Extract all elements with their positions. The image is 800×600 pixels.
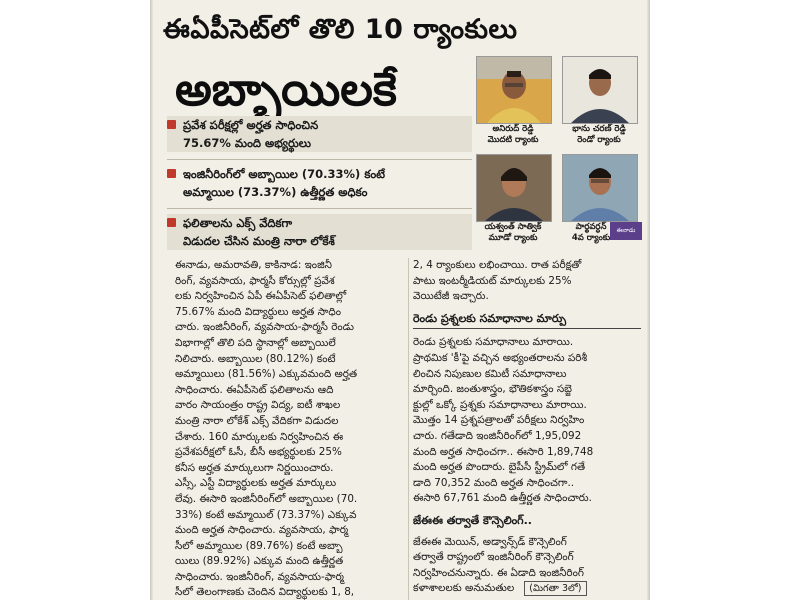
bullet-text: ప్రవేశ పరీక్షల్లో అర్హత సాధించిన <box>183 118 319 132</box>
continued-tag: (మిగతా 3లో) <box>524 581 586 596</box>
ranker-rank: రెండో ర్యాంకు <box>577 135 621 145</box>
article-line: చేశారు. 160 మార్కులకు నిర్వహించిన ఈ <box>175 430 344 443</box>
article-line: మంది అర్హత సాధించారు. వ్యవసాయ, ఫార్మ <box>175 524 349 537</box>
article-line: 33%) కంటే అమ్మాయిల్ (73.37%) ఎక్కువ <box>175 508 357 521</box>
article-line: డాది 70,352 మంది అర్హత సాధించగా.. <box>413 476 575 489</box>
bullet-engineering <box>167 165 472 201</box>
article-line: 2, 4 ర్యాంకులు లభించాయి. రాత పరీక్షతో <box>413 259 582 271</box>
article-line: ఎస్సీ, ఎస్టీ విద్యార్థులకు అర్హత మార్కులు <box>175 477 337 490</box>
divider <box>167 208 472 209</box>
article-line: క్టుల్లో ఒక్కో ప్రశ్నకు సమాధానాలు మారాయి. <box>413 398 587 411</box>
subheading: జేఈఈ తర్వాతే కౌన్సెలింగ్.. <box>413 513 532 527</box>
article-line: పాటు ఇంటర్మీడియట్ మార్కులకు 25% <box>413 274 572 287</box>
divider <box>167 159 472 160</box>
bullet-text: అమ్మాయిల (73.37%) ఉత్తీర్ణత అధికం <box>183 185 368 199</box>
article-line: మొత్తం 14 ప్రశ్నపత్రాలతో పరీక్షలు నిర్వహిం <box>413 414 585 427</box>
article-line: జేఈఈ మెయిన్, అడ్వాన్స్‌డ్ కౌన్సెలింగ్ <box>413 535 567 548</box>
ranker-photo <box>562 154 638 222</box>
newspaper-logo-icon: ఈనాడు <box>610 222 642 240</box>
article-line: లకు నిర్వహించిన ఏపీ ఈఏపీసెట్ ఫలితాల్లో <box>175 290 347 303</box>
article-column-1 <box>175 258 405 600</box>
ranker-rank: 4వ ర్యాంకు <box>571 233 611 243</box>
article-line: సాధించారు. ఇంజినీరింగ్, వ్యవసాయ-ఫార్మ <box>175 570 344 583</box>
headline-line2: అబ్బాయిలకే <box>175 62 397 116</box>
article-line: మార్చింది. జంతుశాస్త్రం, భౌతికశాస్త్రం సబ్జె <box>413 383 572 396</box>
article-line: సీలో తెలంగాణకు చెందిన విద్యార్థులకు 1, 8, <box>175 586 355 599</box>
bullet-marker-icon <box>167 120 176 129</box>
article-line: మంత్రి నారా లోకేశ్ ఎక్స్ వేదికగా విడుదల <box>175 414 339 427</box>
article-line: నిర్వహించనున్నారు. ఈ ఏడాది ఇంజినీరింగ్ <box>413 566 584 579</box>
ranker-name: పార్థవర్ధన్ <box>575 222 607 232</box>
bullet-results <box>167 214 472 250</box>
article-line: ప్రవేశపరీక్షలో ఓసీ, బీసీ అభ్యర్థులకు 25% <box>175 446 342 459</box>
article-body <box>175 258 641 600</box>
ranker-rank: మొదటి ర్యాంకు <box>487 135 539 145</box>
article-line: 75.67% మంది విద్యార్థులు అర్హత సాధిం <box>175 305 341 318</box>
article-line: వెయిటేజీ ఇచ్చారు. <box>413 290 489 303</box>
bullet-text: ఫలితాలను ఎక్స్ వేదికగా <box>183 216 293 230</box>
ranker-name: భాను చరణ్ రెడ్డి <box>572 124 626 134</box>
article-column-2 <box>413 258 641 597</box>
bullet-text: ఇంజినీరింగ్‌లో అబ్బాయిల (70.33%) కంటే <box>183 167 386 181</box>
bullet-qualified <box>167 116 472 152</box>
article-line: చారు. గతేడాది ఇంజినీరింగ్‌లో 1,95,092 <box>413 429 582 442</box>
article-line: కనీస అర్హత మార్కులుగా నిర్ణయించారు. <box>175 461 334 474</box>
bullet-text: 75.67% మంది అభ్యర్థులు <box>183 136 311 150</box>
headline-line1: ఈఏపీసెట్‌లో తొలి 10 ర్యాంకులు <box>163 14 518 45</box>
article-line: విభాగాల్లో తొలి పది స్థానాల్లో అబ్బాయిలే <box>175 336 336 349</box>
column-divider <box>408 258 409 600</box>
article-line: సీలో అమ్మాయిల (89.76%) కంటే అబ్బా <box>175 539 343 552</box>
article-line: తర్వాతే రాష్ట్రంలో ఇంజినీరింగ్ కౌన్సెలింగ్ <box>413 551 574 564</box>
article-line: నిలిచారు. అబ్బాయిల (80.12%) కంటే <box>175 352 336 365</box>
ranker-caption <box>472 124 554 146</box>
article-line: ప్రాథమిక 'కీ'పై వచ్చిన అభ్యంతరాలను పరిశీ <box>413 351 588 364</box>
article-line: మంది అర్హత పొందారు. బైపీసీ స్ట్రీమ్‌లో గతే <box>413 461 586 474</box>
article-line: ఈసారి 67,761 మంది ఉత్తీర్ణత సాధించారు. <box>413 492 592 505</box>
bullet-marker-icon <box>167 169 176 178</box>
article-line: మంది అర్హత సాధించగా.. ఈసారి 1,89,748 <box>413 445 594 458</box>
article-line: రెండు ప్రశ్నలకు సమాధానాలు మారాయి. <box>413 336 574 349</box>
ranker-photo <box>476 154 552 222</box>
article-line: లించిన నిపుణుల కమిటీ సమాధానాలు <box>413 367 567 380</box>
ranker-name: యశ్వంత్ సాత్విక్ <box>484 222 542 232</box>
article-line: అమ్మాయిలు (81.56%) ఎక్కువమంది అర్హత <box>175 368 358 381</box>
ranker-caption <box>558 124 640 146</box>
article-line: రింగ్, వ్యవసాయ, ఫార్మసీ కోర్సుల్లో ప్రవేశ <box>175 274 335 287</box>
article-line: ఈనాడు, అమరావతి, కాకినాడ: ఇంజినీ <box>175 259 332 271</box>
subheading: రెండు ప్రశ్నలకు సమాధానాల మార్పు <box>413 311 641 330</box>
article-line: కళాశాలలకు అనుమతుల (మిగతా 3లో) <box>413 581 641 597</box>
ranker-caption <box>472 222 554 244</box>
bullet-text: విడుదల చేసిన మంత్రి నారా లోకేశ్ <box>183 234 335 248</box>
ranker-rank: మూడో ర్యాంకు <box>488 233 538 243</box>
newspaper-clipping <box>153 0 647 600</box>
highlight-bullets <box>167 116 472 257</box>
article-line: సాధించారు. ఈఏపీసెట్ ఫలితాలను ఆది <box>175 383 334 396</box>
ranker-photo <box>476 56 552 124</box>
article-line: వారం సాయంత్రం రాష్ట్ర విద్య, ఐటీ శాఖల <box>175 399 341 412</box>
article-line: చారు. ఇంజినీరింగ్, వ్యవసాయ-ఫార్మసీ రెండు <box>175 321 354 334</box>
article-line: లేవు. ఈసారి ఇంజినీరింగ్‌లో అబ్బాయిల (70. <box>175 492 358 505</box>
article-line: యిలు (89.92%) ఎక్కువ మంది ఉత్తీర్ణత <box>175 555 344 568</box>
ranker-photo <box>562 56 638 124</box>
bullet-marker-icon <box>167 218 176 227</box>
ranker-name: అనిరుద్ రెడ్డి <box>492 124 534 134</box>
page-edge-right <box>647 0 650 600</box>
